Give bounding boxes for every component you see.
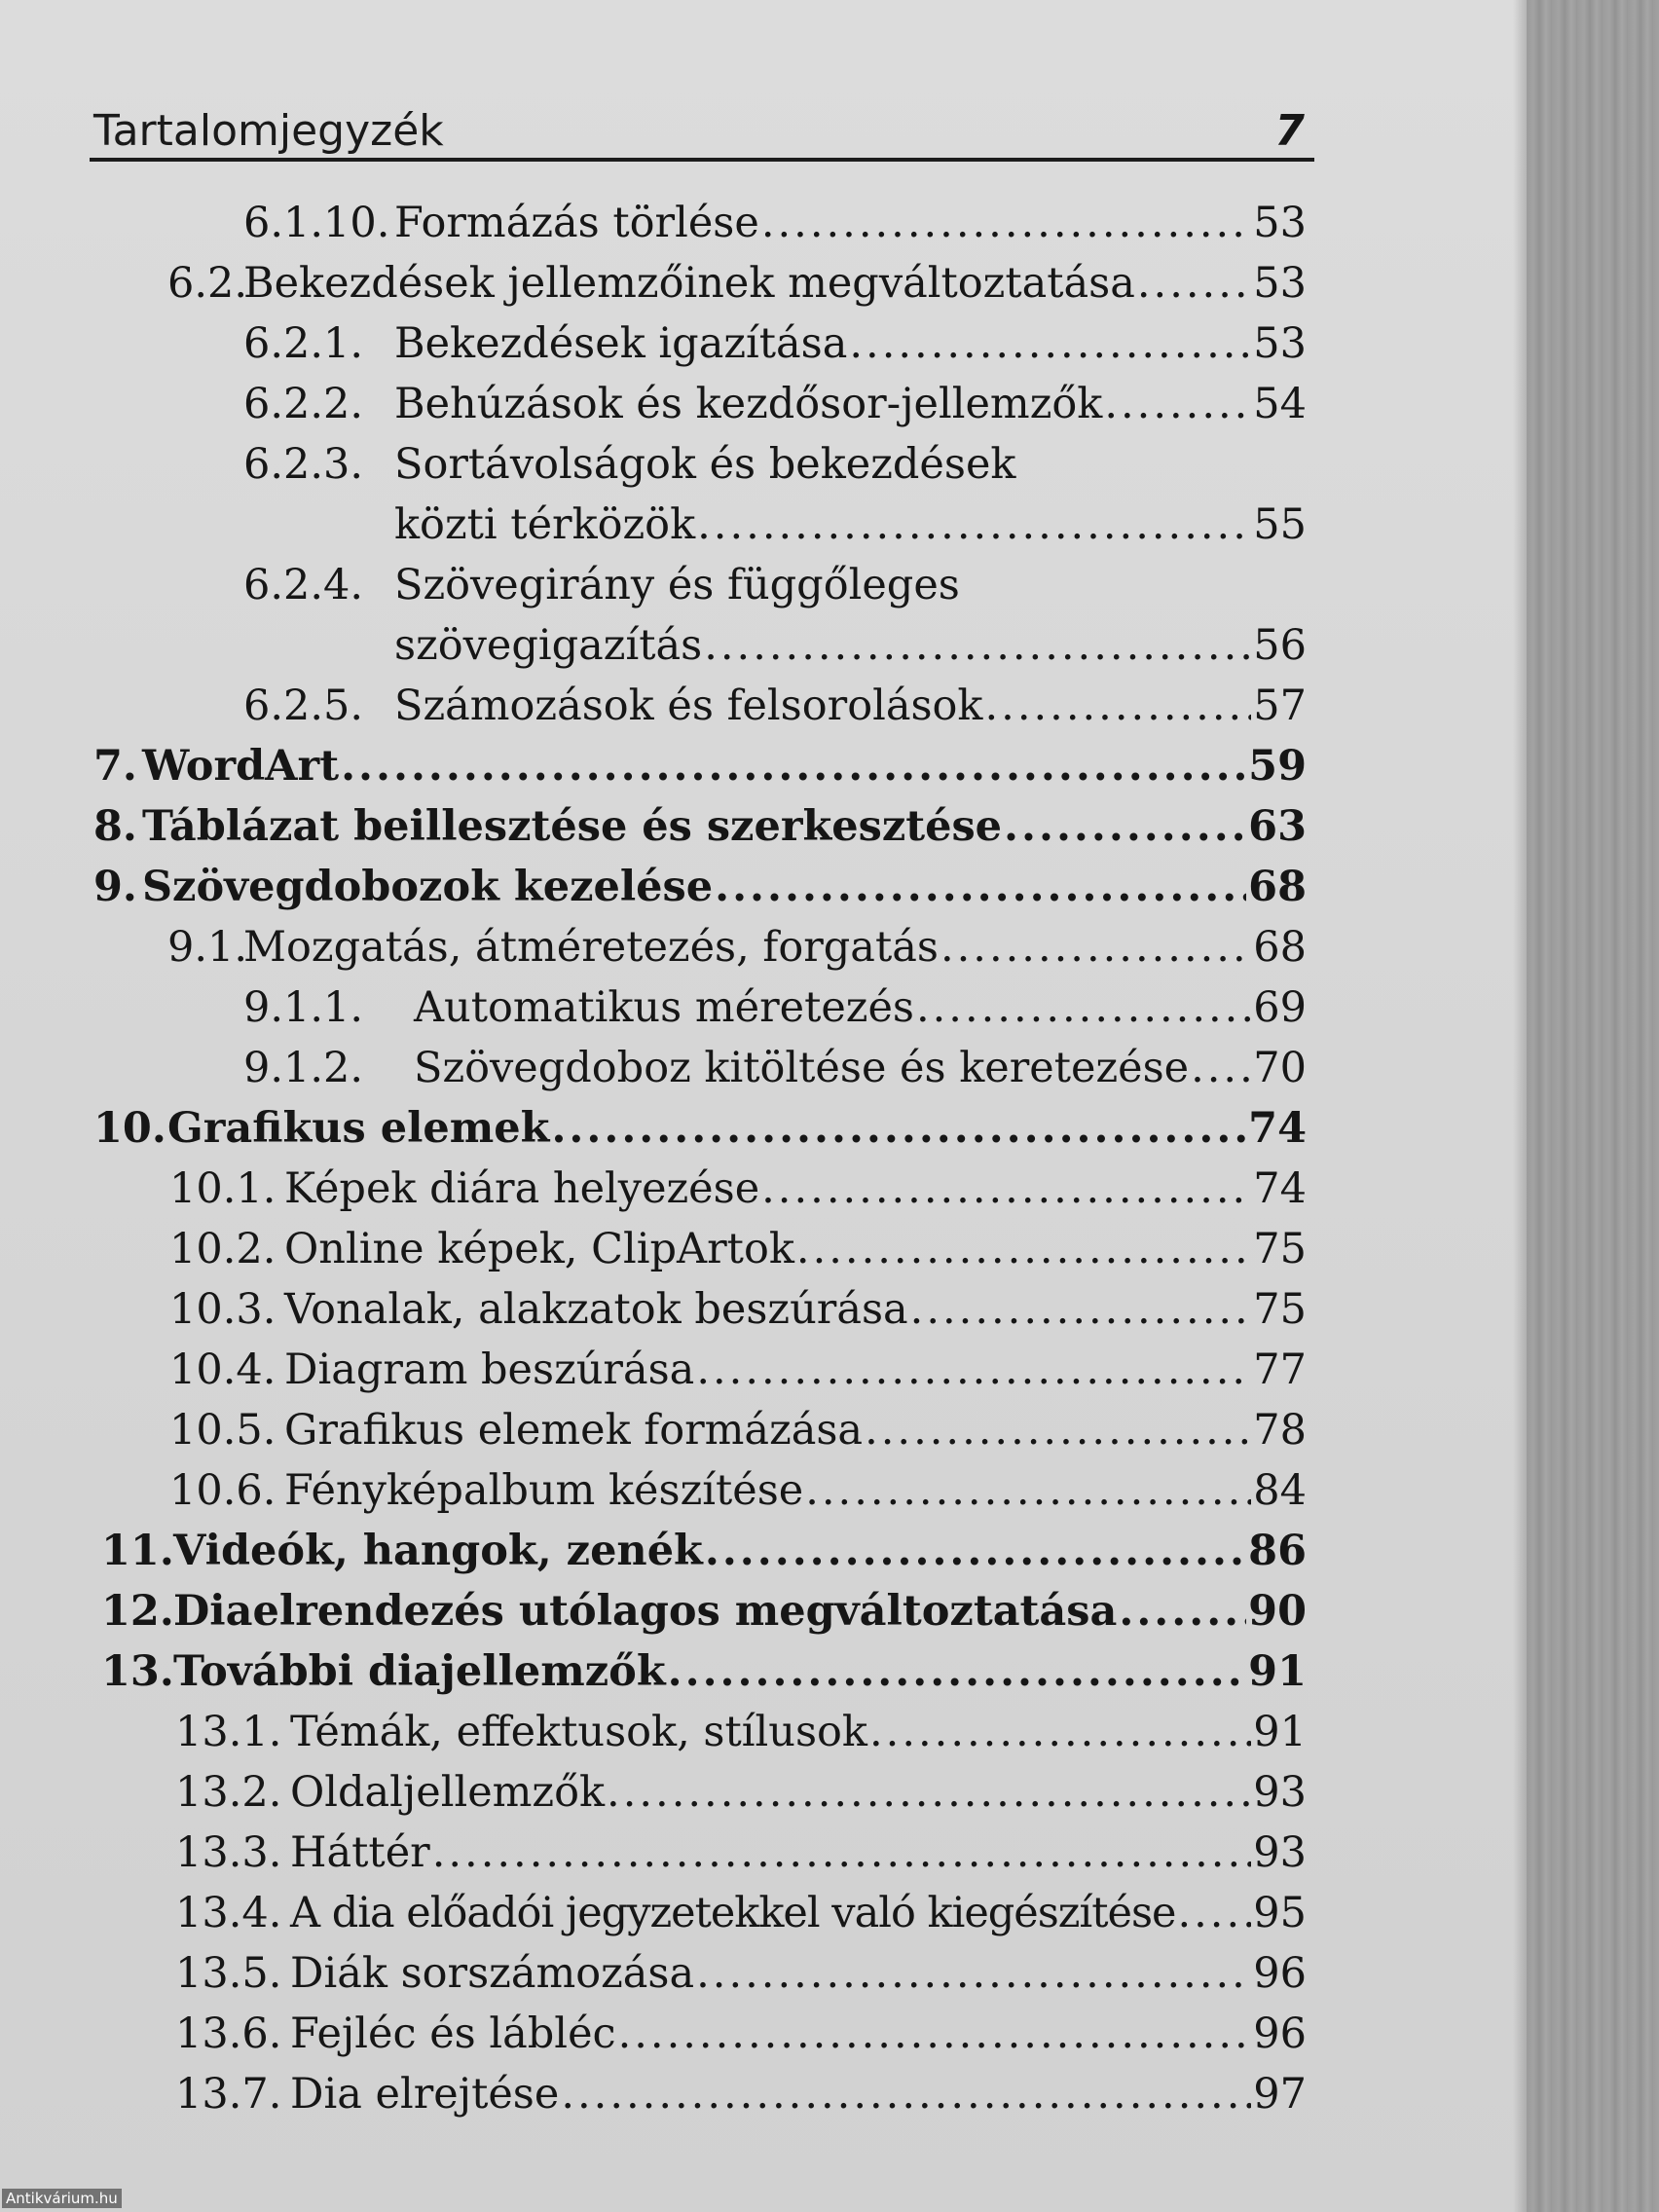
toc-entry-number: 10. (93, 1104, 166, 1153)
toc-entry-title: Táblázat beillesztése és szerkesztése (142, 802, 1003, 851)
dot-leader (1191, 1040, 1251, 1096)
toc-entry-page: 63 (1248, 802, 1307, 851)
toc-entry (167, 915, 1307, 976)
toc-entry-first-line (243, 432, 1307, 493)
toc-entry-page: 53 (1253, 319, 1307, 368)
toc-entry-title: Háttér (290, 1828, 430, 1877)
toc-entry (175, 1821, 1307, 1881)
toc-chapter (93, 1096, 1307, 1157)
toc-chapter (93, 855, 1307, 915)
toc-entry-page: 93 (1253, 1768, 1307, 1817)
toc-entry-page: 97 (1253, 2070, 1307, 2119)
dot-leader (984, 678, 1251, 734)
toc-entry-title: Diaelrendezés utólagos megváltoztatása (173, 1587, 1118, 1636)
dot-leader (805, 1462, 1251, 1519)
toc-entry-number: 9. (93, 863, 137, 911)
dot-leader (432, 1825, 1252, 1881)
dot-leader (796, 1221, 1251, 1277)
toc-entry-number: 13.4. (175, 1889, 282, 1937)
dot-leader (607, 1764, 1251, 1821)
toc-entry-title-continued: szövegigazítás (394, 621, 703, 670)
toc-entry-number: 13.5. (175, 1949, 282, 1998)
toc-entry-page: 77 (1253, 1346, 1307, 1394)
toc-entry-number: 12. (101, 1587, 174, 1636)
toc-entry-number: 6.1.10. (243, 199, 390, 247)
toc-entry-title: Számozások és felsorolások (394, 682, 983, 730)
toc-entry-page: 96 (1253, 2009, 1307, 2058)
toc-entry-page: 96 (1253, 1949, 1307, 1998)
toc-entry-title: Automatikus méretezés (414, 983, 914, 1032)
toc-entry-number: 9.1.1. (243, 983, 364, 1032)
toc-entry-page: 69 (1253, 983, 1307, 1032)
toc-entry-page: 74 (1248, 1104, 1307, 1153)
toc-entry-page: 93 (1253, 1828, 1307, 1877)
toc-entry-page: 56 (1253, 621, 1307, 670)
toc-entry-continuation (394, 493, 1307, 553)
page-title: Tartalomjegyzék (93, 106, 444, 156)
toc-entry-number: 13. (101, 1647, 174, 1696)
toc-entry-title: WordArt (142, 742, 340, 791)
toc-chapter (101, 1519, 1307, 1579)
toc-entry (243, 312, 1307, 372)
toc-entry (169, 1157, 1307, 1217)
dot-leader (849, 315, 1251, 372)
toc-chapter (101, 1579, 1307, 1640)
toc-entry-number: 10.3. (169, 1285, 276, 1334)
toc-entry-page: 91 (1248, 1647, 1307, 1696)
toc-entry-number: 6.2.1. (243, 319, 364, 368)
toc-entry-title: Sortávolságok és bekezdések (394, 440, 1016, 489)
page-number: 7 (1274, 106, 1305, 156)
toc-entry-first-line (243, 553, 1307, 613)
toc-entry-number: 13.6. (175, 2009, 282, 2058)
toc-entry (167, 251, 1307, 312)
toc-entry-continuation (394, 613, 1307, 674)
toc-entry-title: Diák sorszámozása (290, 1949, 695, 1998)
toc-entry-title: Mozgatás, átméretezés, forgatás (243, 923, 939, 972)
dot-leader (697, 497, 1251, 553)
toc-entry-page: 86 (1248, 1527, 1307, 1575)
toc-entry-number: 11. (101, 1527, 174, 1575)
dot-leader (1137, 255, 1251, 312)
dot-leader (561, 2066, 1251, 2122)
toc-entry-title-continued: közti térközök (394, 500, 696, 549)
dot-leader (1119, 1583, 1246, 1640)
toc-entry-number: 10.5. (169, 1406, 276, 1455)
toc-entry-title: Formázás törlése (394, 199, 759, 247)
toc-entry-title: Bekezdések igazítása (394, 319, 848, 368)
dot-leader (940, 919, 1251, 976)
toc-entry-page: 75 (1253, 1285, 1307, 1334)
toc-entry-title: Grafikus elemek formázása (284, 1406, 864, 1455)
toc-entry-number: 6.2.4. (243, 561, 364, 609)
dot-leader (869, 1704, 1251, 1760)
toc-entry-number: 9.1. (167, 923, 248, 972)
toc-entry (169, 1398, 1307, 1458)
dot-leader (668, 1643, 1247, 1700)
toc-entry (169, 1277, 1307, 1338)
toc-entry-page: 70 (1253, 1044, 1307, 1092)
toc-entry (243, 372, 1307, 432)
toc-entry-page: 74 (1253, 1164, 1307, 1213)
toc-entry-page: 84 (1253, 1466, 1307, 1515)
toc-entry-number: 13.2. (175, 1768, 282, 1817)
toc-entry-page: 68 (1248, 863, 1307, 911)
dot-leader (916, 979, 1251, 1036)
toc-entry-page: 54 (1253, 380, 1307, 428)
toc-entry-number: 10.1. (169, 1164, 276, 1213)
toc-entry-number: 13.3. (175, 1828, 282, 1877)
toc-entry-title: Videók, hangok, zenék (173, 1527, 703, 1575)
toc-chapter (93, 794, 1307, 855)
toc-entry (243, 674, 1307, 734)
toc-entry-number: 10.2. (169, 1225, 276, 1273)
toc-entry-page: 59 (1248, 742, 1307, 791)
toc-entry-number: 6.2. (167, 259, 248, 308)
dot-leader (551, 1100, 1246, 1157)
toc-entry-title: Szövegdobozok kezelése (142, 863, 714, 911)
toc-entry-title: Képek diára helyezése (284, 1164, 760, 1213)
dot-leader (696, 1945, 1251, 2002)
toc-entry (175, 2062, 1307, 2122)
book-spine-edge (1527, 0, 1659, 2212)
dot-leader (1004, 798, 1246, 855)
toc-entry-number: 9.1.2. (243, 1044, 364, 1092)
toc-entry-number: 10.4. (169, 1346, 276, 1394)
toc-entry-title: A dia előadói jegyzetekkel való kiegészítése (290, 1889, 1176, 1937)
toc-entry-title: Szövegirány és függőleges (394, 561, 960, 609)
toc-entry (169, 1338, 1307, 1398)
toc-entry-number: 10.6. (169, 1466, 276, 1515)
dot-leader (618, 2006, 1252, 2062)
toc-entry (175, 1760, 1307, 1821)
toc-entry-number: 8. (93, 802, 137, 851)
dot-leader (1177, 1885, 1251, 1941)
toc-entry-title: Szövegdoboz kitöltése és keretezése (414, 1044, 1190, 1092)
toc-entry-title: Dia elrejtése (290, 2070, 560, 2119)
toc-entry-page: 78 (1253, 1406, 1307, 1455)
dot-leader (761, 195, 1251, 251)
toc-entry (175, 1700, 1307, 1760)
dot-leader (341, 738, 1246, 794)
dot-leader (761, 1161, 1251, 1217)
dot-leader (696, 1342, 1251, 1398)
toc-entry-number: 6.2.2. (243, 380, 364, 428)
toc-entry-page: 90 (1248, 1587, 1307, 1636)
dot-leader (715, 859, 1246, 915)
toc-entry-number: 6.2.3. (243, 440, 364, 489)
toc-chapter (101, 1640, 1307, 1700)
toc-entry-number: 13.7. (175, 2070, 282, 2119)
toc-entry-title: Diagram beszúrása (284, 1346, 695, 1394)
toc-entry (243, 1036, 1307, 1096)
toc-entry (175, 2002, 1307, 2062)
toc-entry-number: 13.1. (175, 1708, 282, 1756)
toc-entry-page: 75 (1253, 1225, 1307, 1273)
toc-entry-title: Online képek, ClipArtok (284, 1225, 794, 1273)
toc-entry-page: 55 (1253, 500, 1307, 549)
toc-entry-page: 53 (1253, 199, 1307, 247)
toc-entry (243, 976, 1307, 1036)
toc-entry-title: Vonalak, alakzatok beszúrása (284, 1285, 908, 1334)
toc-entry-title: Bekezdések jellemzőinek megváltoztatása (243, 259, 1135, 308)
toc-entry-page: 95 (1253, 1889, 1307, 1937)
toc-entry-title: Témák, effektusok, stílusok (290, 1708, 867, 1756)
page-header (90, 97, 1314, 162)
toc-entry-page: 91 (1253, 1708, 1307, 1756)
toc-entry-title: További diajellemzők (173, 1647, 666, 1696)
toc-entry-title: Fejléc és lábléc (290, 2009, 616, 2058)
toc-entry (169, 1217, 1307, 1277)
toc-entry (243, 191, 1307, 251)
toc-entry-title: Oldaljellemzők (290, 1768, 606, 1817)
watermark: Antikvárium.hu (2, 2189, 122, 2208)
toc-entry-page: 57 (1253, 682, 1307, 730)
toc-entry-title: Behúzások és kezdősor-jellemzők (394, 380, 1103, 428)
dot-leader (705, 1523, 1246, 1579)
toc-entry-title: Grafikus elemek (167, 1104, 550, 1153)
toc-entry (175, 1881, 1307, 1941)
dot-leader (910, 1281, 1252, 1338)
dot-leader (865, 1402, 1251, 1458)
dot-leader (704, 617, 1251, 674)
toc-chapter (93, 734, 1307, 794)
dot-leader (1104, 376, 1251, 432)
toc-entry (169, 1458, 1307, 1519)
toc-entry-number: 6.2.5. (243, 682, 364, 730)
toc-entry-title: Fényképalbum készítése (284, 1466, 804, 1515)
toc-entry (175, 1941, 1307, 2002)
toc-entry-number: 7. (93, 742, 137, 791)
toc-entry-page: 68 (1253, 923, 1307, 972)
toc-entry-page: 53 (1253, 259, 1307, 308)
